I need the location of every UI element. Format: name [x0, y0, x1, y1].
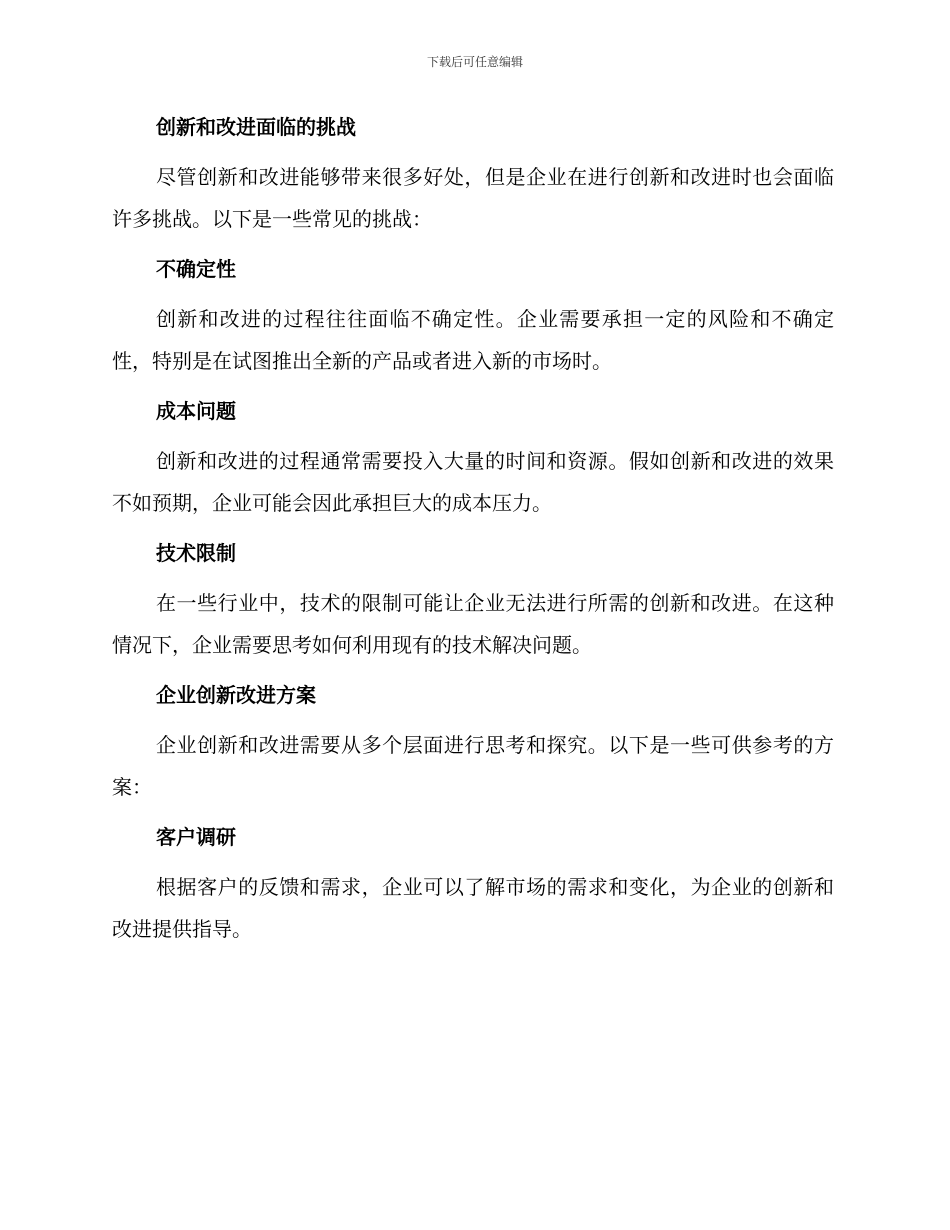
- section-heading: 客户调研: [156, 825, 236, 849]
- section-cost: [112, 392, 834, 524]
- section-challenges: [112, 108, 834, 240]
- section-paragraph: 创新和改进的过程通常需要投入大量的时间和资源。假如创新和改进的效果不如预期，企业可能会因此承担巨大的成本压力。: [112, 449, 834, 515]
- section-heading: 企业创新改进方案: [156, 683, 316, 707]
- section-paragraph: 企业创新和改进需要从多个层面进行思考和探究。以下是一些可供参考的方案：: [112, 733, 834, 799]
- section-heading: 成本问题: [156, 399, 236, 423]
- section-uncertainty: [112, 250, 834, 382]
- page-header: 下载后可任意编辑: [426, 55, 523, 69]
- document-body: [112, 108, 834, 960]
- section-paragraph: 在一些行业中，技术的限制可能让企业无法进行所需的创新和改进。在这种情况下，企业需要思考如何利用现有的技术解决问题。: [112, 591, 834, 657]
- section-tech-limits: [112, 534, 834, 666]
- section-heading: 不确定性: [156, 257, 236, 281]
- section-customer-research: [112, 818, 834, 950]
- section-paragraph: 尽管创新和改进能够带来很多好处，但是企业在进行创新和改进时也会面临许多挑战。以下是一些常见的挑战：: [112, 165, 834, 231]
- section-paragraph: 根据客户的反馈和需求，企业可以了解市场的需求和变化，为企业的创新和改进提供指导。: [112, 875, 834, 941]
- section-paragraph: 创新和改进的过程往往面临不确定性。企业需要承担一定的风险和不确定性，特别是在试图推出全新的产品或者进入新的市场时。: [112, 307, 834, 373]
- section-improvement-plan: [112, 676, 834, 808]
- section-heading: 技术限制: [156, 541, 236, 565]
- section-heading: 创新和改进面临的挑战: [156, 115, 356, 139]
